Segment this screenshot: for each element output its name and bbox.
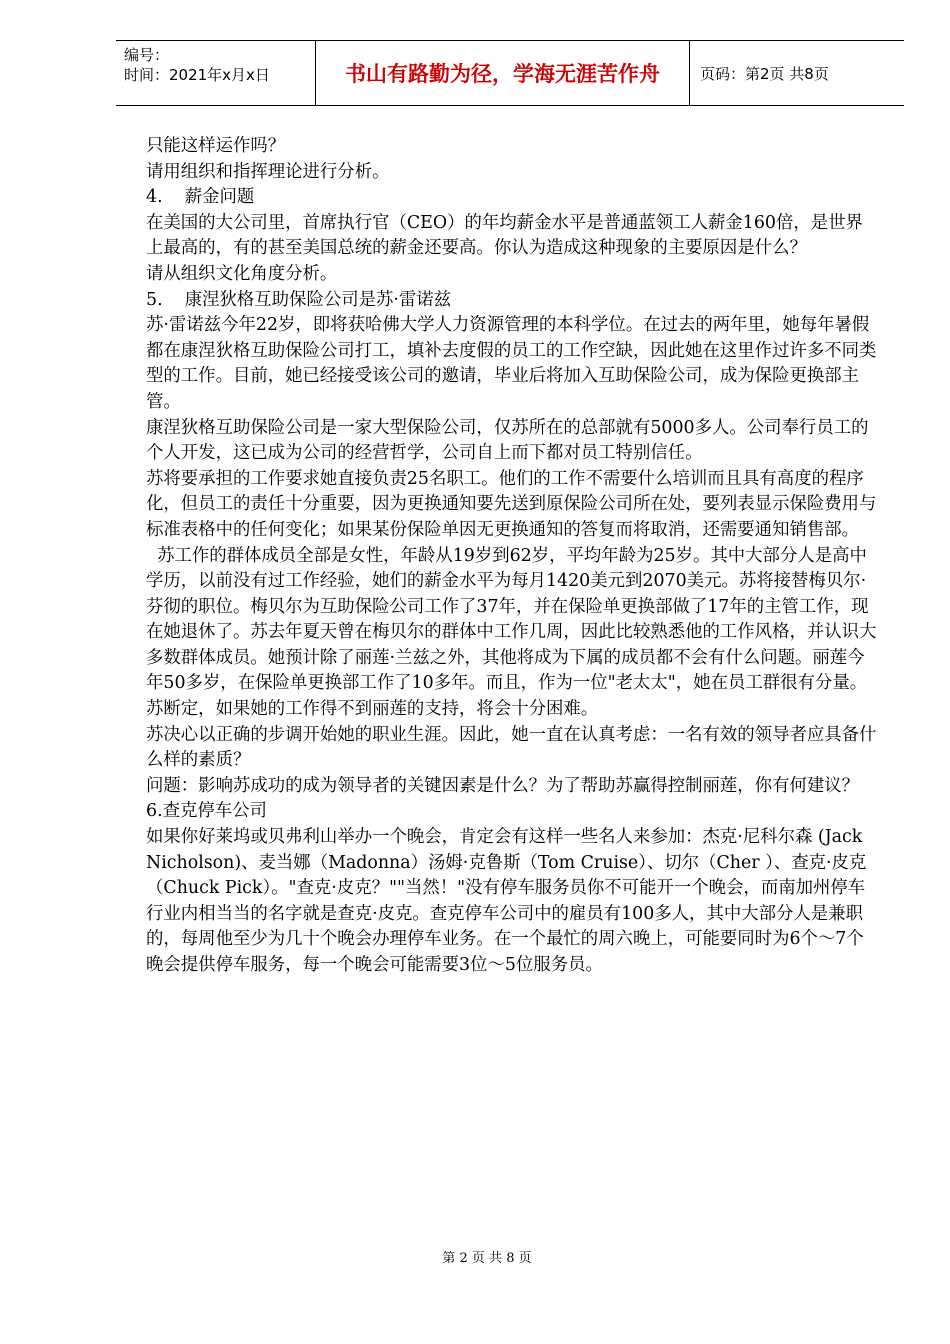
- paragraph: 只能这样运作吗？: [146, 136, 286, 156]
- section-heading: 4. 薪金问题: [146, 187, 255, 208]
- paragraph: 如果你好莱坞或贝弗利山举办一个晚会，肯定会有这样一些名人来参加：杰克·尼科尔森 (Jack Nicholson)、麦当娜（Madonna）汤姆·克鲁斯（Tom Cruise）、切尔（Cher ）、查克·皮克（Chuck Pick）。"查克·皮克？""当然！"没有停车服务员你不可能开一个晚会，而南加州停车行业内相当当的名字就是查克·皮克。查克停车公司中的雇员有100多人，其中大部分人是兼职的，每周他至少为几十个晚会办理停车业务。在一个最忙的周六晚上，可能要同时为6个～7个晚会提供停车服务，每一个晚会可能需要3位～5位服务员。: [146, 827, 867, 975]
- paragraph: 请用组织和指挥理论进行分析。: [146, 161, 390, 182]
- paragraph: 问题：影响苏成功的成为领导者的关键因素是什么？为了帮助苏赢得控制丽莲，你有何建议？: [146, 775, 860, 796]
- document-body: [146, 134, 880, 979]
- header-meta: [116, 41, 316, 105]
- section-heading: 5. 康涅狄格互助保险公司是苏·雷诺兹: [146, 289, 452, 310]
- number-label: 编号：: [124, 46, 170, 64]
- paragraph: 苏·雷诺兹今年22岁，即将获哈佛大学人力资源管理的本科学位。在过去的两年里，她每年暑假都在康涅狄格互助保险公司打工，填补去度假的员工的工作空缺，因此她在这里作过许多不同类型的工作。目前，她已经接受该公司的邀请，毕业后将加入互助保险公司，成为保险更换部主管。: [146, 315, 877, 412]
- paragraph: 苏工作的群体成员全部是女性，年龄从19岁到62岁，平均年龄为25岁。其中大部分人是高中学历，以前没有过工作经验，她们的薪金水平为每月1420美元到2070美元。苏将接替梅贝尔·芬彻的职位。梅贝尔为互助保险公司工作了37年，并在保险单更换部做了17年的主管工作，现在她退休了。苏去年夏天曾在梅贝尔的群体中工作几周，因此比较熟悉他的工作风格，并认识大多数群体成员。她预计除了丽莲·兰兹之外，其他将成为下属的成员都不会有什么问题。丽莲今年50多岁，在保险单更换部工作了10多年。而且，作为一位"老太太"，她在员工群很有分量。苏断定，如果她的工作得不到丽莲的支持，将会十分困难。: [146, 545, 877, 720]
- paragraph: 苏决心以正确的步调开始她的职业生涯。因此，她一直在认真考虑：一名有效的领导者应具备什么样的素质？: [146, 724, 877, 771]
- section-heading: 6.查克停车公司: [146, 801, 267, 822]
- paragraph: 在美国的大公司里，首席执行官（CEO）的年均薪金水平是普通蓝领工人薪金160倍，是世界上最高的，有的甚至美国总统的薪金还要高。你认为造成这种现象的主要原因是什么？: [146, 212, 863, 259]
- paragraph: 请从组织文化角度分析。: [146, 263, 338, 284]
- header-motto: 书山有路勤为径，学海无涯苦作舟: [316, 41, 690, 105]
- time-label: 时间：2021年x月x日: [124, 66, 270, 84]
- page-footer: 第 2 页 共 8 页: [442, 1251, 532, 1266]
- paragraph: 康涅狄格互助保险公司是一家大型保险公司，仅苏所在的总部就有5000多人。公司奉行员工的个人开发，这已成为公司的经营哲学，公司自上而下都对员工特别信任。: [146, 417, 869, 464]
- page-header: [116, 40, 904, 106]
- paragraph: 苏将要承担的工作要求她直接负责25名职工。他们的工作不需要什么培训而且具有高度的程序化，但员工的责任十分重要，因为更换通知要先送到原保险公司所在处，要列表显示保险费用与标准表格中的任何变化；如果某份保险单因无更换通知的答复而将取消，还需要通知销售部。: [146, 468, 877, 540]
- header-page-info: 页码：第2页 共8页: [700, 64, 829, 83]
